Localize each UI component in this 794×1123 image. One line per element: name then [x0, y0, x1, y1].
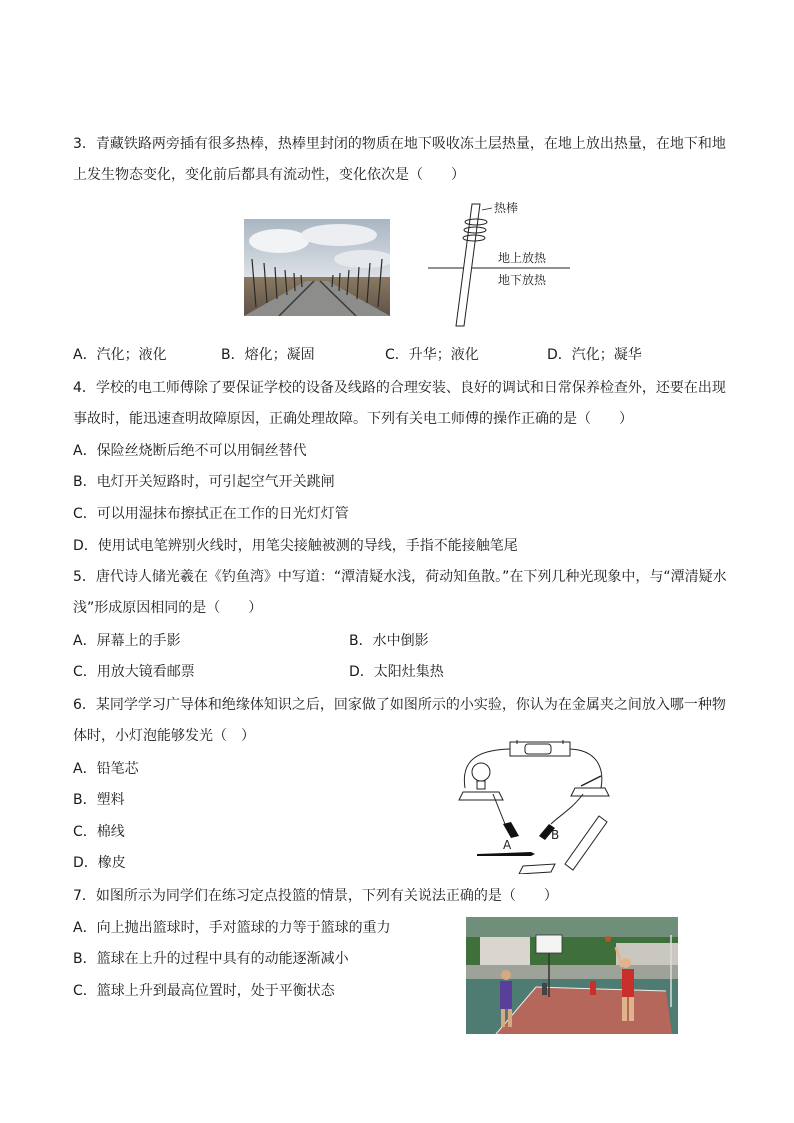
q3-stem-line2: 上发生物态变化，变化前后都具有流动性，变化依次是（ ） [73, 167, 465, 183]
q4-option-b: B．电灯开关短路时，可引起空气开关跳闸 [73, 474, 335, 490]
q5-option-b: B．水中倒影 [349, 633, 429, 649]
above-ground-label: 地上放热 [498, 251, 547, 265]
q6-option-c: C．棉线 [73, 824, 125, 840]
circuit-diagram [455, 736, 620, 874]
q4-stem-line1: 4．学校的电工师傅除了要保证学校的设备及线路的合理安装、良好的调试和日常保养检查外，还要在出现 [73, 380, 726, 396]
q4-stem-line2: 事故时，能迅速查明故障原因，正确处理故障。下列有关电工师傅的操作正确的是（ ） [73, 411, 633, 427]
q6-stem-line2: 体时，小灯泡能够发光（ ） [73, 728, 255, 744]
q3-stem-line1: 3．青藏铁路两旁插有很多热棒，热棒里封闭的物质在地下吸收冻土层热量，在地上放出热量，在地下和地 [73, 136, 726, 152]
q5-stem-line1: 5．唐代诗人储光羲在《钓鱼湾》中写道：“潭清疑水浅，荷动知鱼散。”在下列几种光现象中，与“潭清疑水 [73, 569, 727, 585]
heat-rod-label: 热棒 [494, 201, 519, 215]
q6-stem-line1: 6．某同学学习广导体和绝缘体知识之后，回家做了如图所示的小实验，你认为在金属夹之间放入哪一种物 [73, 697, 726, 713]
q5-option-a: A．屏幕上的手影 [73, 633, 181, 649]
q3-option-a: A．汽化；液化 [73, 347, 167, 363]
q7-option-c: C．篮球上升到最高位置时，处于平衡状态 [73, 983, 335, 999]
q5-option-c: C．用放大镜看邮票 [73, 664, 195, 680]
below-ground-label: 地下放热 [498, 273, 547, 287]
q6-option-d: D．橡皮 [73, 855, 126, 871]
q3-option-d: D．汽化；凝华 [547, 347, 642, 363]
q4-option-a: A．保险丝烧断后绝不可以用铜丝替代 [73, 443, 307, 459]
q7-stem-line1: 7．如图所示为同学们在练习定点投篮的情景，下列有关说法正确的是（ ） [73, 888, 558, 904]
basketball-photo [466, 917, 678, 1034]
q4-option-d: D．使用试电笔辨别火线时，用笔尖接触被测的导线，手指不能接触笔尾 [73, 538, 518, 554]
q5-stem-line2: 浅”形成原因相同的是（ ） [73, 600, 263, 616]
q6-option-a: A．铅笔芯 [73, 761, 139, 777]
q6-option-b: B．塑料 [73, 792, 125, 808]
clip-b-label: B [551, 828, 560, 842]
q7-option-a: A．向上抛出篮球时，手对篮球的力等于篮球的重力 [73, 920, 391, 936]
railway-photo [244, 219, 390, 316]
q3-option-b: B．熔化；凝固 [221, 347, 315, 363]
heat-rod-diagram [420, 196, 580, 330]
q7-option-b: B．篮球在上升的过程中具有的动能逐渐减小 [73, 951, 349, 967]
clip-a-label: A [503, 838, 512, 852]
q4-option-c: C．可以用湿抹布擦拭正在工作的日光灯灯管 [73, 506, 349, 522]
q5-option-d: D．太阳灶集热 [349, 664, 444, 680]
q3-option-c: C．升华；液化 [385, 347, 479, 363]
